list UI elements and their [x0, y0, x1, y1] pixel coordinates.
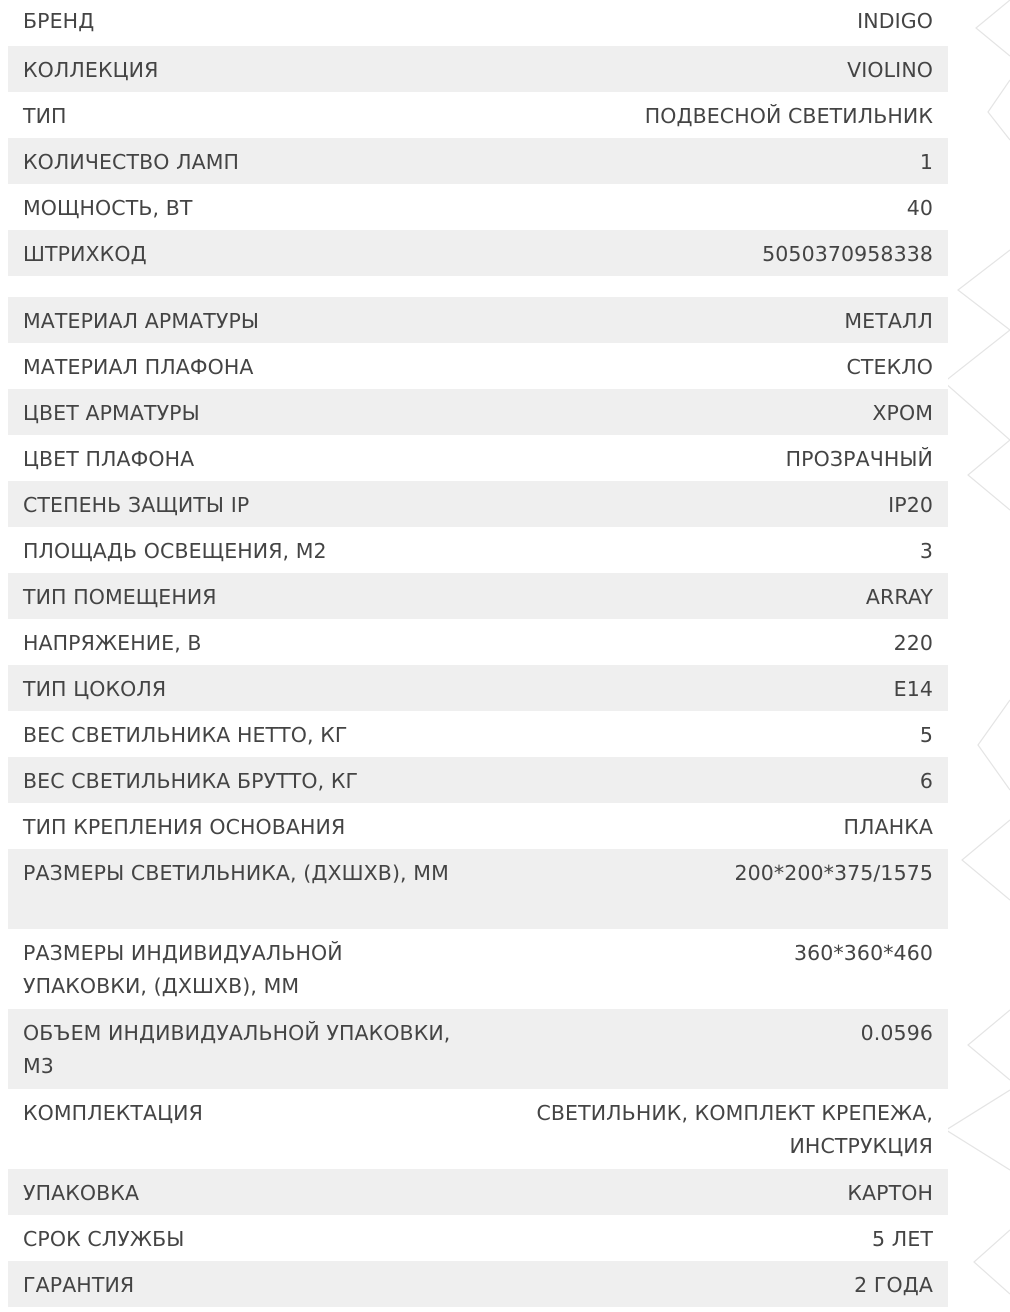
spec-label: РАЗМЕРЫ СВЕТИЛЬНИКА, (ДХШХВ), ММ [23, 861, 449, 885]
spec-label: СТЕПЕНЬ ЗАЩИТЫ IP [23, 493, 250, 517]
spec-value: 0.0596 [860, 1021, 933, 1045]
spec-label: ОБЪЕМ ИНДИВИДУАЛЬНОЙ УПАКОВКИ, М3 [23, 1021, 451, 1078]
spec-label: ПЛОЩАДЬ ОСВЕЩЕНИЯ, М2 [23, 539, 327, 563]
spec-label: НАПРЯЖЕНИЕ, В [23, 631, 202, 655]
spec-row-frame-material [8, 297, 948, 343]
spec-row-barcode [8, 230, 948, 276]
spec-row-frame-color [8, 389, 948, 435]
spec-label: КОЛЛЕКЦИЯ [23, 58, 159, 82]
spec-group-general [8, 0, 948, 276]
spec-row-room-type [8, 573, 948, 619]
spec-value: 5 [919, 723, 933, 747]
spec-row-collection [8, 46, 948, 92]
spec-row-power [8, 184, 948, 230]
spec-label: УПАКОВКА [23, 1181, 140, 1205]
spec-label: ЦВЕТ ПЛАФОНА [23, 447, 195, 471]
spec-value: ARRAY [865, 585, 933, 609]
spec-row-socket-type [8, 665, 948, 711]
spec-label: ТИП ПОМЕЩЕНИЯ [23, 585, 217, 609]
spec-label: ШТРИХКОД [23, 242, 147, 266]
spec-value: 40 [906, 196, 933, 220]
spec-value: ПЛАНКА [843, 815, 933, 839]
spec-group-details [8, 297, 948, 1307]
spec-value: 3 [919, 539, 933, 563]
spec-value: ПРОЗРАЧНЫЙ [785, 447, 933, 471]
spec-value: 360*360*460 [794, 941, 933, 965]
spec-row-voltage [8, 619, 948, 665]
spec-value: МЕТАЛЛ [844, 309, 933, 333]
spec-label: КОЛИЧЕСТВО ЛАМП [23, 150, 240, 174]
spec-row-net-weight [8, 711, 948, 757]
spec-row-brand [8, 0, 948, 46]
spec-label: КОМПЛЕКТАЦИЯ [23, 1101, 203, 1125]
spec-row-ip-rating [8, 481, 948, 527]
spec-value: 2 ГОДА [854, 1273, 933, 1297]
spec-row-lighting-area [8, 527, 948, 573]
spec-label: МАТЕРИАЛ ПЛАФОНА [23, 355, 254, 379]
spec-value: E14 [893, 677, 933, 701]
spec-row-shade-material [8, 343, 948, 389]
spec-label: ГАРАНТИЯ [23, 1273, 135, 1297]
spec-value: ХРОМ [872, 401, 933, 425]
spec-value: 5 ЛЕТ [872, 1227, 933, 1251]
spec-row-lamp-count [8, 138, 948, 184]
spec-label: ЦВЕТ АРМАТУРЫ [23, 401, 200, 425]
spec-label: ТИП ЦОКОЛЯ [23, 677, 167, 701]
spec-value: 6 [919, 769, 933, 793]
spec-row-fixture-dimensions [8, 849, 948, 929]
spec-label: ВЕС СВЕТИЛЬНИКА НЕТТО, КГ [23, 723, 348, 747]
spec-value: IP20 [888, 493, 933, 517]
spec-label: ТИП [23, 104, 67, 128]
spec-value: 1 [919, 150, 933, 174]
spec-label: МАТЕРИАЛ АРМАТУРЫ [23, 309, 260, 333]
spec-value: VIOLINO [847, 58, 933, 82]
spec-row-service-life [8, 1215, 948, 1261]
spec-label: ВЕС СВЕТИЛЬНИКА БРУТТО, КГ [23, 769, 359, 793]
spec-value: 5050370958338 [762, 242, 933, 266]
spec-row-shade-color [8, 435, 948, 481]
spec-row-warranty [8, 1261, 948, 1307]
spec-label: БРЕНД [23, 9, 95, 33]
spec-value: СВЕТИЛЬНИК, КОМПЛЕКТ КРЕПЕЖА, ИНСТРУКЦИЯ [536, 1101, 933, 1158]
spec-label: СРОК СЛУЖБЫ [23, 1227, 185, 1251]
spec-value: КАРТОН [847, 1181, 933, 1205]
spec-label: МОЩНОСТЬ, ВТ [23, 196, 193, 220]
background-chevron-decoration [948, 0, 1010, 1312]
spec-label: РАЗМЕРЫ ИНДИВИДУАЛЬНОЙ УПАКОВКИ, (ДХШХВ), ММ [23, 941, 343, 998]
spec-row-package-contents [8, 1089, 948, 1169]
spec-value: ПОДВЕСНОЙ СВЕТИЛЬНИК [644, 104, 933, 128]
spec-value: СТЕКЛО [846, 355, 933, 379]
spec-row-package-volume [8, 1009, 948, 1089]
spec-row-type [8, 92, 948, 138]
spec-row-package-dimensions [8, 929, 948, 1009]
spec-label: ТИП КРЕПЛЕНИЯ ОСНОВАНИЯ [23, 815, 346, 839]
spec-value: 200*200*375/1575 [734, 861, 933, 885]
specifications-table [8, 0, 948, 1307]
spec-row-packaging [8, 1169, 948, 1215]
spec-value: 220 [893, 631, 933, 655]
spec-row-gross-weight [8, 757, 948, 803]
spec-row-mount-type [8, 803, 948, 849]
spec-value: INDIGO [857, 9, 933, 33]
